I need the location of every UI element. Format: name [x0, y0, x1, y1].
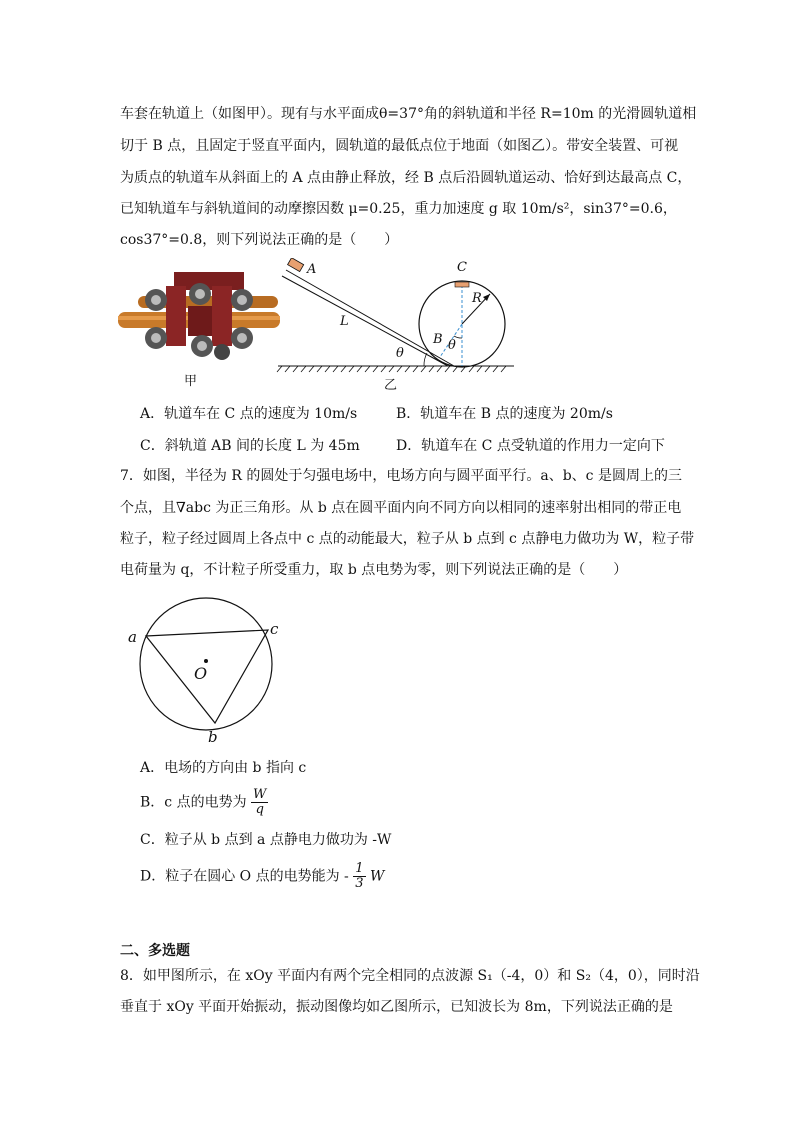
q7-option-d-num: 1 [355, 861, 364, 876]
q6-line-3: 为质点的轨道车从斜面上的 A 点由静止释放，经 B 点后沿圆轨道运动、恰好到达最高点 C， [120, 170, 692, 186]
q7-option-d-suffix: W [369, 868, 385, 885]
q6-option-b[interactable]: B．轨道车在 B 点的速度为 20m/s [396, 406, 613, 422]
q7-option-b[interactable] [140, 788, 268, 817]
label-theta-incline: θ [396, 346, 404, 361]
q7-option-a[interactable]: A．电场的方向由 b 指向 c [140, 760, 307, 776]
figure-yi-caption: 乙 [384, 378, 398, 393]
q7-option-d-prefix: D．粒子在圆心 O 点的电势能为 - [140, 868, 349, 885]
label-A: A [307, 262, 317, 277]
figure-jia-caption: 甲 [184, 374, 198, 389]
q6-option-d[interactable]: D．轨道车在 C 点受轨道的作用力一定向下 [396, 438, 665, 454]
q6-line-4: 已知轨道车与斜轨道间的动摩擦因数 μ=0.25，重力加速度 g 取 10m/s²，sin37°=0.6， [120, 201, 677, 217]
q6-line-2: 切于 B 点，且固定于竖直平面内，圆轨道的最低点位于地面（如图乙）。带安全装置、可视 [120, 138, 679, 154]
label-B: B [433, 332, 443, 347]
coaster-wheel-image [118, 266, 280, 362]
label-b: b [208, 728, 218, 746]
q6-line-1: 车套在轨道上（如图甲）。现有与水平面成θ=37°角的斜轨道和半径 R=10m 的光滑圆轨道相 [120, 106, 697, 122]
q7-option-b-num: W [253, 787, 267, 802]
figure-q7 [126, 590, 296, 750]
q7-option-d-den: 3 [355, 876, 364, 891]
q7-line-4: 电荷量为 q，不计粒子所受重力，取 b 点电势为零，则下列说法正确的是（ ） [120, 562, 628, 578]
figure-yi [276, 258, 516, 384]
label-R: R [472, 291, 482, 306]
q7-option-b-prefix: B．c 点的电势为 [140, 794, 247, 811]
label-L: L [340, 314, 349, 329]
q7-option-b-den: q [255, 802, 264, 817]
figure-jia [118, 266, 280, 362]
q7-option-b-fraction [251, 788, 268, 817]
label-a: a [128, 628, 137, 646]
label-theta-circle: θ [448, 338, 456, 353]
q7-line-2: 个点，且∇abc 为正三角形。从 b 点在圆平面内向不同方向以相同的速率射出相同的带正电 [120, 500, 682, 516]
q7-line-3: 粒子，粒子经过圆周上各点中 c 点的动能最大，粒子从 b 点到 c 点静电力做功为 W，粒子带 [120, 531, 695, 547]
label-c: c [270, 620, 279, 638]
q7-option-c[interactable]: C．粒子从 b 点到 a 点静电力做功为 -W [140, 832, 392, 848]
label-C: C [457, 260, 467, 275]
q8-line-1: 8．如甲图所示，在 xOy 平面内有两个完全相同的点波源 S₁（-4，0）和 S₂（4，0），同时沿 [120, 968, 700, 984]
q7-option-d-fraction [353, 862, 365, 891]
q6-option-a[interactable]: A．轨道车在 C 点的速度为 10m/s [140, 406, 358, 422]
q7-line-1: 7．如图，半径为 R 的圆处于匀强电场中，电场方向与圆平面平行。a、b、c 是圆周上的三 [120, 468, 682, 484]
q6-line-5: cos37°=0.8，则下列说法正确的是（ ） [120, 232, 399, 248]
q7-option-d[interactable] [140, 862, 384, 891]
section-title-multi-choice: 二、多选题 [120, 943, 190, 959]
q8-line-2: 垂直于 xOy 平面开始振动，振动图像均如乙图所示，已知波长为 8m，下列说法正确的是 [120, 999, 673, 1015]
label-O: O [194, 664, 208, 683]
q6-option-c[interactable]: C．斜轨道 AB 间的长度 L 为 45m [140, 438, 360, 454]
circle-triangle-diagram [126, 590, 296, 750]
